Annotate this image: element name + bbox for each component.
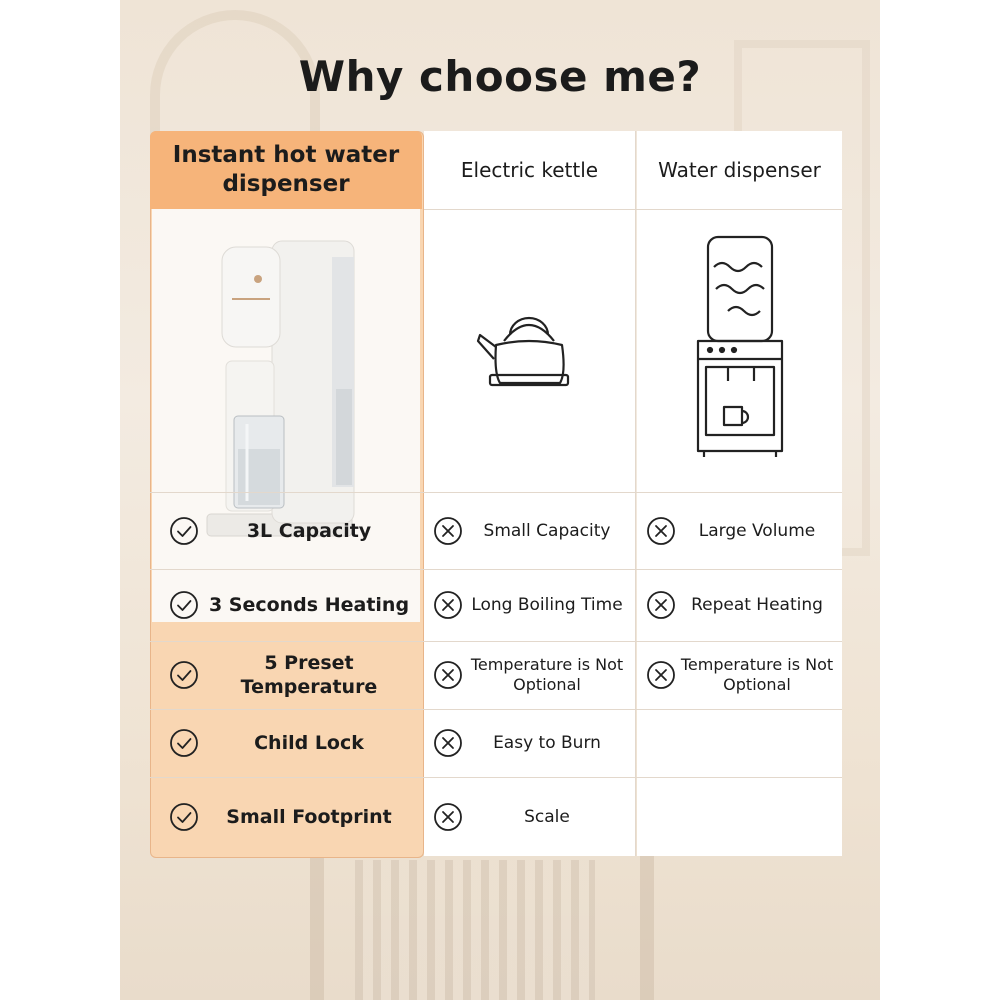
x-circle-icon xyxy=(432,801,464,833)
feature-text-ours: Small Footprint xyxy=(226,805,392,828)
feature-text-kettle: Scale xyxy=(524,806,570,827)
check-circle-icon xyxy=(168,801,200,833)
x-circle-icon xyxy=(432,659,464,691)
feature-text-dispenser: Large Volume xyxy=(698,520,816,541)
background-pillar xyxy=(355,860,595,1000)
feature-text-ours: 5 Preset Temperature xyxy=(240,652,378,698)
feature-cell-ours xyxy=(168,777,418,856)
feature-cell-ours xyxy=(168,569,418,641)
feature-text-dispenser: Temperature is Not Optional xyxy=(680,655,834,694)
feature-text-ours: Child Lock xyxy=(254,732,364,754)
check-circle-icon xyxy=(168,515,200,547)
feature-cell-ours xyxy=(168,641,418,709)
column-header-ours: Instant hot water dispenser xyxy=(172,142,400,197)
feature-cell-kettle xyxy=(432,492,630,569)
x-circle-icon xyxy=(432,515,464,547)
feature-cell-ours xyxy=(168,709,418,777)
water-cooler-icon xyxy=(688,231,788,461)
x-circle-icon xyxy=(432,589,464,621)
feature-text-ours: 3 Seconds Heating xyxy=(208,594,410,616)
feature-cell-kettle xyxy=(432,569,630,641)
page-title: Why choose me? xyxy=(298,52,702,101)
grid-line xyxy=(424,209,842,210)
feature-text-dispenser: Repeat Heating xyxy=(691,595,823,615)
x-circle-icon xyxy=(645,515,677,547)
feature-cell-kettle xyxy=(432,641,630,709)
x-circle-icon xyxy=(432,727,464,759)
kettle-icon xyxy=(474,311,584,391)
x-circle-icon xyxy=(645,589,677,621)
feature-text-kettle: Long Boiling Time xyxy=(471,595,623,615)
feature-text-ours: 3L Capacity xyxy=(246,519,372,542)
feature-cell-dispenser xyxy=(645,641,837,709)
feature-cell-kettle xyxy=(432,709,630,777)
feature-text-kettle: Temperature is Not Optional xyxy=(470,655,624,694)
column-header-kettle: Electric kettle xyxy=(460,158,599,182)
feature-cell-dispenser xyxy=(645,492,837,569)
comparison-table xyxy=(150,131,842,858)
check-circle-icon xyxy=(168,589,200,621)
check-circle-icon xyxy=(168,659,200,691)
x-circle-icon xyxy=(645,659,677,691)
feature-cell-dispenser xyxy=(645,569,837,641)
grid-line xyxy=(635,131,636,856)
check-circle-icon xyxy=(168,727,200,759)
feature-text-kettle: Small Capacity xyxy=(483,520,611,541)
feature-text-kettle: Easy to Burn xyxy=(493,733,601,753)
feature-cell-ours xyxy=(168,492,418,569)
feature-cell-kettle xyxy=(432,777,630,856)
column-header-dispenser: Water dispenser xyxy=(658,158,821,182)
